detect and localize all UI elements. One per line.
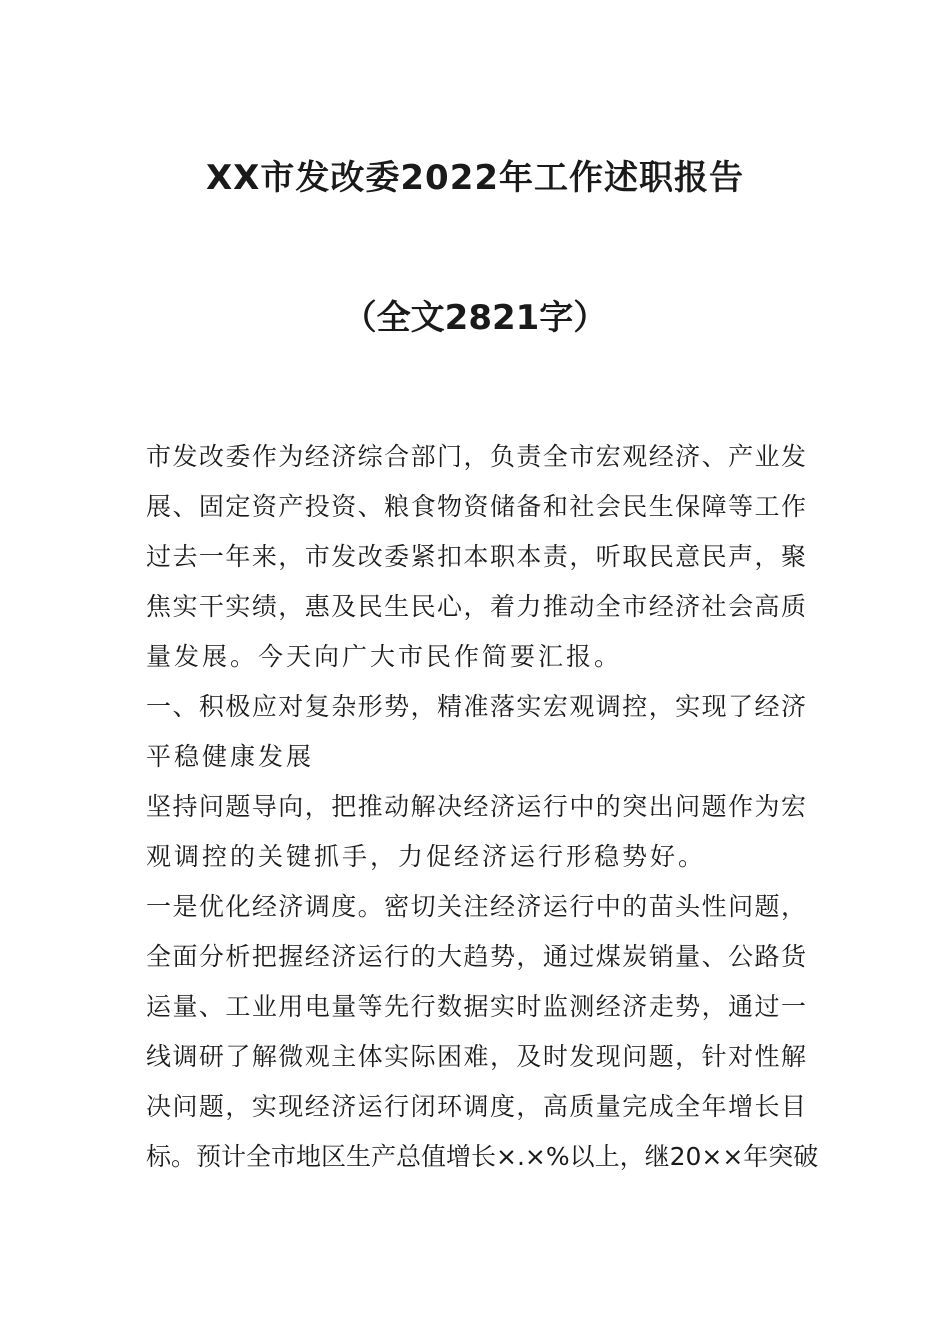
document-body xyxy=(146,432,819,1182)
body-line: 市发改委作为经济综合部门，负责全市宏观经济、产业发 xyxy=(146,442,806,471)
body-line: 量发展。今天向广大市民作简要汇报。 xyxy=(146,642,623,671)
body-line: 观调控的关键抓手，力促经济运行形稳势好。 xyxy=(146,842,707,871)
body-line: 坚持问题导向，把推动解决经济运行中的突出问题作为宏 xyxy=(146,792,806,821)
body-line: 线调研了解微观主体实际困难，及时发现问题，针对性解 xyxy=(146,1042,806,1071)
body-line: 决问题，实现经济运行闭环调度，高质量完成全年增长目 xyxy=(146,1092,806,1121)
body-line: 展、固定资产投资、粮食物资储备和社会民生保障等工作 xyxy=(146,492,806,521)
body-line: 全面分析把握经济运行的大趋势，通过煤炭销量、公路货 xyxy=(146,942,806,971)
body-line: 过去一年来，市发改委紧扣本职本责，听取民意民声，聚 xyxy=(146,542,806,571)
section-heading-line: 平稳健康发展 xyxy=(146,742,315,771)
word-count-subtitle: （全文2821字） xyxy=(342,298,608,338)
body-line: 焦实干实绩，惠及民生民心，着力推动全市经济社会高质 xyxy=(146,592,806,621)
body-line: 标。预计全市地区生产总值增长×.×%以上，继20××年突破 xyxy=(146,1142,819,1171)
body-line: 运量、工业用电量等先行数据实时监测经济走势，通过一 xyxy=(146,992,806,1021)
body-line: 一是优化经济调度。密切关注经济运行中的苗头性问题， xyxy=(146,892,806,921)
section-heading-line: 一、积极应对复杂形势，精准落实宏观调控，实现了经济 xyxy=(146,692,806,721)
document-title: XX市发改委2022年工作述职报告 xyxy=(205,158,745,198)
